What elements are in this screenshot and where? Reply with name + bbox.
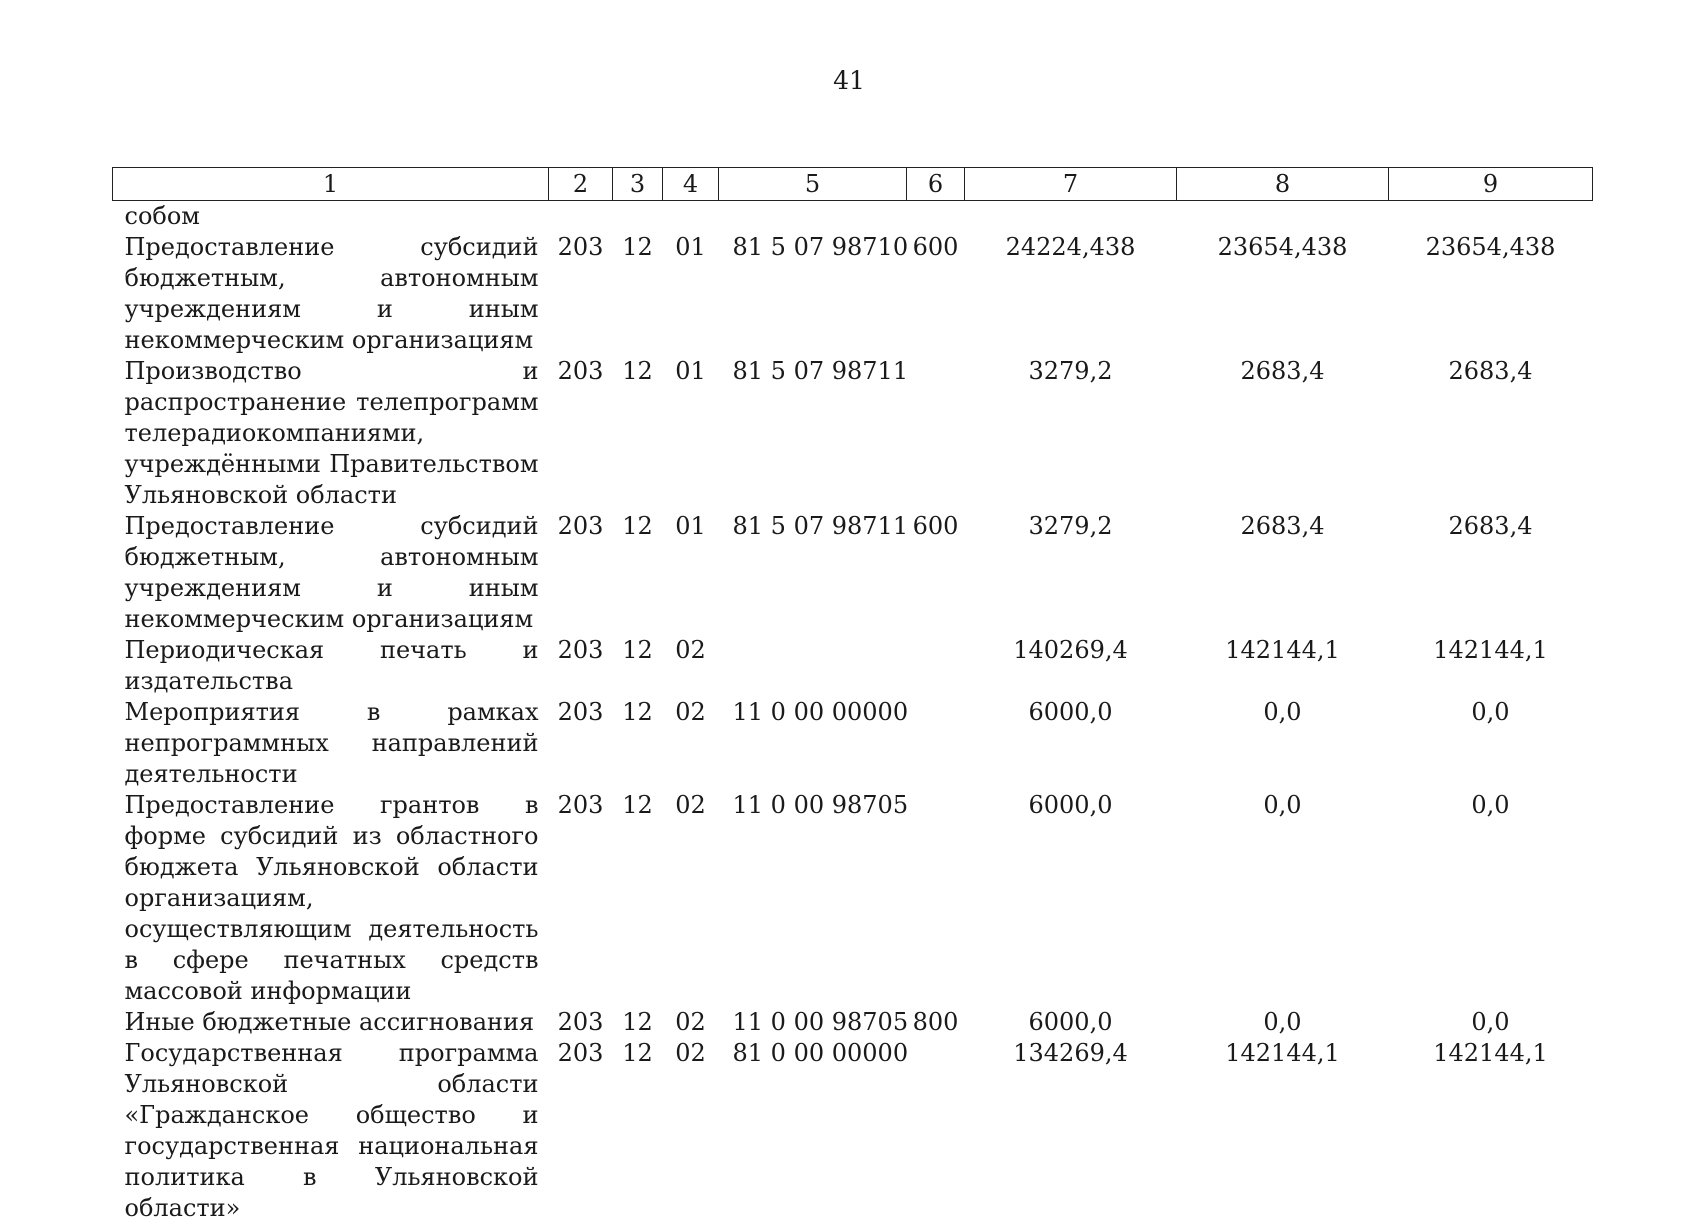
header-cell-8: 8 xyxy=(1177,168,1389,201)
row-col-5: 81 5 07 98710 xyxy=(719,232,907,356)
row-name: Предоставление субсидий бюджетным, автономным учреждениям и иным некоммерческим организациям xyxy=(113,232,549,356)
row-col-3: 12 xyxy=(613,1007,663,1038)
header-cell-6: 6 xyxy=(907,168,965,201)
row-name: Государственная программа Ульяновской области «Гражданское общество и государственная национальная политика в Ульяновской области» xyxy=(113,1038,549,1224)
row-col-7 xyxy=(965,201,1177,233)
row-name: Производство и распространение телепрограмм телерадиокомпаниями, учреждёнными Правительством Ульяновской области xyxy=(113,356,549,511)
row-col-5: 81 0 00 00000 xyxy=(719,1038,907,1224)
header-cell-3: 3 xyxy=(613,168,663,201)
row-col-2: 203 xyxy=(549,1007,613,1038)
header-cell-2: 2 xyxy=(549,168,613,201)
table-row xyxy=(113,232,1593,356)
row-col-3: 12 xyxy=(613,790,663,1007)
row-col-2: 203 xyxy=(549,697,613,790)
table-row xyxy=(113,356,1593,511)
row-col-5: 81 5 07 98711 xyxy=(719,356,907,511)
header-cell-4: 4 xyxy=(663,168,719,201)
row-name: Периодическая печать и издательства xyxy=(113,635,549,697)
row-col-3: 12 xyxy=(613,232,663,356)
row-col-7: 134269,4 xyxy=(965,1038,1177,1224)
row-name: собом xyxy=(113,201,549,233)
row-col-4: 01 xyxy=(663,511,719,635)
row-col-4: 02 xyxy=(663,697,719,790)
row-col-7: 6000,0 xyxy=(965,790,1177,1007)
row-col-6: 600 xyxy=(907,511,965,635)
row-col-9: 0,0 xyxy=(1389,697,1593,790)
table-row xyxy=(113,1007,1593,1038)
row-name: Иные бюджетные ассигнования xyxy=(113,1007,549,1038)
row-col-7: 6000,0 xyxy=(965,1007,1177,1038)
row-col-5 xyxy=(719,635,907,697)
row-col-9: 0,0 xyxy=(1389,790,1593,1007)
row-col-6 xyxy=(907,356,965,511)
row-col-3: 12 xyxy=(613,635,663,697)
row-col-9: 2683,4 xyxy=(1389,356,1593,511)
row-col-2: 203 xyxy=(549,635,613,697)
row-col-8: 0,0 xyxy=(1177,1007,1389,1038)
row-col-7: 140269,4 xyxy=(965,635,1177,697)
row-col-4: 02 xyxy=(663,1038,719,1224)
row-col-3 xyxy=(613,201,663,233)
row-col-4: 02 xyxy=(663,635,719,697)
row-col-3: 12 xyxy=(613,1038,663,1224)
row-col-4: 02 xyxy=(663,790,719,1007)
row-col-2 xyxy=(549,201,613,233)
row-col-7: 6000,0 xyxy=(965,697,1177,790)
row-col-8 xyxy=(1177,201,1389,233)
row-col-4: 02 xyxy=(663,1007,719,1038)
row-col-8: 0,0 xyxy=(1177,697,1389,790)
row-col-8: 2683,4 xyxy=(1177,356,1389,511)
row-name: Предоставление грантов в форме субсидий из областного бюджета Ульяновской области организациям, осуществляющим деятельность в сфере печатных средств массовой информации xyxy=(113,790,549,1007)
row-col-8: 142144,1 xyxy=(1177,635,1389,697)
header-cell-7: 7 xyxy=(965,168,1177,201)
row-col-2: 203 xyxy=(549,356,613,511)
table-header xyxy=(113,168,1593,201)
row-col-9: 23654,438 xyxy=(1389,232,1593,356)
row-col-6 xyxy=(907,1038,965,1224)
table-row xyxy=(113,635,1593,697)
row-col-4: 01 xyxy=(663,232,719,356)
header-cell-9: 9 xyxy=(1389,168,1593,201)
row-col-3: 12 xyxy=(613,697,663,790)
row-col-6 xyxy=(907,697,965,790)
row-col-8: 142144,1 xyxy=(1177,1038,1389,1224)
row-col-5: 11 0 00 00000 xyxy=(719,697,907,790)
row-col-9 xyxy=(1389,201,1593,233)
header-cell-5: 5 xyxy=(719,168,907,201)
table-body xyxy=(113,201,1593,1224)
table-row xyxy=(113,697,1593,790)
row-col-3: 12 xyxy=(613,511,663,635)
row-col-6: 600 xyxy=(907,232,965,356)
row-col-6 xyxy=(907,790,965,1007)
row-col-9: 142144,1 xyxy=(1389,1038,1593,1224)
row-col-9: 2683,4 xyxy=(1389,511,1593,635)
table-row xyxy=(113,1038,1593,1224)
table-row xyxy=(113,201,1593,233)
page-number: 41 xyxy=(0,66,1698,95)
row-name: Предоставление субсидий бюджетным, автономным учреждениям и иным некоммерческим организациям xyxy=(113,511,549,635)
budget-table xyxy=(112,167,1593,1224)
row-col-2: 203 xyxy=(549,790,613,1007)
row-col-6 xyxy=(907,201,965,233)
row-col-9: 0,0 xyxy=(1389,1007,1593,1038)
header-row xyxy=(113,168,1593,201)
row-col-5: 11 0 00 98705 xyxy=(719,1007,907,1038)
row-col-8: 2683,4 xyxy=(1177,511,1389,635)
table-row xyxy=(113,511,1593,635)
row-col-5: 81 5 07 98711 xyxy=(719,511,907,635)
row-col-4: 01 xyxy=(663,356,719,511)
row-col-4 xyxy=(663,201,719,233)
row-col-5: 11 0 00 98705 xyxy=(719,790,907,1007)
row-col-3: 12 xyxy=(613,356,663,511)
budget-table-container xyxy=(112,167,1592,1224)
row-col-2: 203 xyxy=(549,232,613,356)
row-col-6 xyxy=(907,635,965,697)
row-col-8: 23654,438 xyxy=(1177,232,1389,356)
row-col-8: 0,0 xyxy=(1177,790,1389,1007)
row-col-7: 3279,2 xyxy=(965,511,1177,635)
row-col-2: 203 xyxy=(549,511,613,635)
row-col-7: 3279,2 xyxy=(965,356,1177,511)
row-name: Мероприятия в рамках непрограммных направлений деятельности xyxy=(113,697,549,790)
row-col-2: 203 xyxy=(549,1038,613,1224)
row-col-6: 800 xyxy=(907,1007,965,1038)
row-col-5 xyxy=(719,201,907,233)
table-row xyxy=(113,790,1593,1007)
row-col-9: 142144,1 xyxy=(1389,635,1593,697)
row-col-7: 24224,438 xyxy=(965,232,1177,356)
header-cell-1: 1 xyxy=(113,168,549,201)
